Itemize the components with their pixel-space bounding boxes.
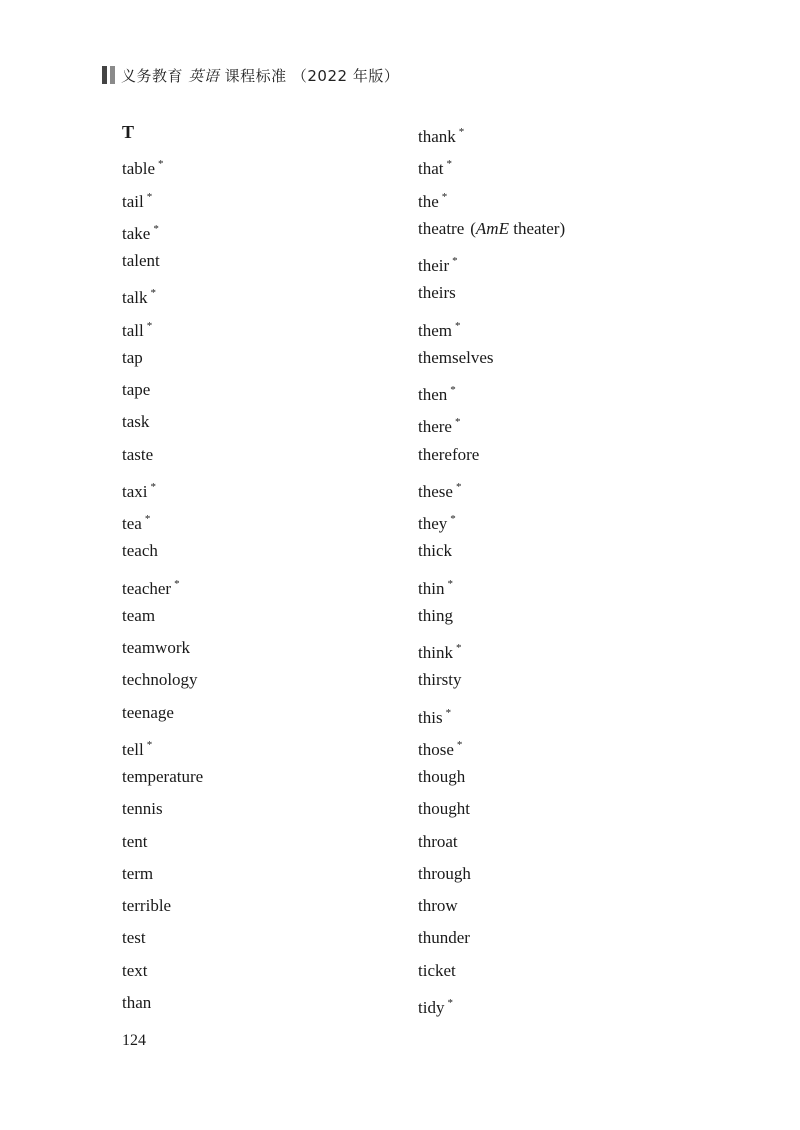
asterisk-marker: * bbox=[452, 255, 458, 267]
vocab-word: tidy bbox=[418, 997, 445, 1017]
vocab-entry bbox=[122, 987, 203, 1019]
vocab-entry bbox=[122, 277, 203, 309]
vocab-entry bbox=[418, 793, 565, 825]
vocab-entry bbox=[122, 439, 203, 471]
vocab-entry bbox=[122, 471, 203, 503]
vocab-word: therefore bbox=[418, 444, 480, 464]
vocab-entry bbox=[122, 890, 203, 922]
vocab-word: teach bbox=[122, 541, 158, 561]
vocab-entry bbox=[418, 761, 565, 793]
vocab-word: talk bbox=[122, 288, 148, 308]
vocab-entry bbox=[418, 503, 565, 535]
vocab-entry bbox=[418, 213, 565, 245]
vocab-entry bbox=[418, 826, 565, 858]
vocab-word: tape bbox=[122, 380, 151, 399]
vocab-entry bbox=[418, 890, 565, 922]
word-column-left bbox=[122, 116, 203, 1019]
vocab-word: table bbox=[122, 159, 156, 179]
vocab-entry bbox=[418, 116, 565, 148]
vocab-word: tennis bbox=[122, 799, 163, 819]
vocab-word: tea bbox=[122, 514, 142, 533]
vocab-entry bbox=[418, 664, 565, 696]
vocab-word: tap bbox=[122, 347, 143, 367]
vocab-word: tail bbox=[122, 191, 144, 211]
vocab-entry bbox=[122, 181, 203, 213]
vocab-word: teenage bbox=[122, 702, 174, 722]
vocab-entry bbox=[122, 858, 203, 890]
header-title-subject: 英语 bbox=[188, 66, 220, 85]
vocab-entry bbox=[418, 471, 565, 503]
vocab-entry bbox=[122, 406, 203, 438]
vocab-entry bbox=[418, 632, 565, 664]
header-title bbox=[121, 65, 399, 86]
vocab-word: thick bbox=[418, 541, 452, 561]
vocab-entry bbox=[122, 729, 203, 761]
header-bar-dark bbox=[102, 66, 107, 84]
vocab-entry bbox=[418, 987, 565, 1019]
header-bar-light bbox=[110, 66, 115, 84]
asterisk-marker: * bbox=[150, 480, 156, 493]
vocab-word: text bbox=[122, 960, 148, 980]
vocab-entry bbox=[122, 568, 203, 600]
vocab-word: ticket bbox=[418, 960, 456, 980]
asterisk-marker: * bbox=[174, 577, 180, 590]
vocab-entry bbox=[122, 697, 203, 729]
vocab-entry bbox=[122, 632, 203, 664]
vocab-word: though bbox=[418, 767, 466, 786]
vocab-word: thirsty bbox=[418, 670, 462, 690]
vocab-word: think bbox=[418, 643, 453, 662]
vocab-word: taxi bbox=[122, 481, 148, 501]
vocab-entry bbox=[418, 729, 565, 761]
asterisk-marker: * bbox=[153, 222, 159, 235]
vocab-entry bbox=[122, 955, 203, 987]
variant-note-region: AmE bbox=[475, 218, 509, 238]
asterisk-marker: * bbox=[458, 126, 465, 138]
vocab-word: that bbox=[418, 159, 444, 179]
vocab-entry bbox=[122, 245, 203, 277]
asterisk-marker: * bbox=[447, 577, 453, 590]
vocab-word: term bbox=[122, 863, 154, 883]
vocab-entry bbox=[122, 600, 203, 632]
vocab-entry bbox=[122, 148, 203, 180]
vocab-word: than bbox=[122, 992, 152, 1012]
vocab-entry bbox=[122, 503, 203, 535]
vocab-word: theirs bbox=[418, 283, 456, 303]
vocab-entry bbox=[418, 181, 565, 213]
header-bars-decoration bbox=[102, 66, 115, 84]
vocab-word: team bbox=[122, 605, 156, 625]
vocab-word: temperature bbox=[122, 767, 204, 786]
vocab-entry bbox=[418, 600, 565, 632]
header-title-part3: 课程标准 bbox=[224, 66, 287, 85]
asterisk-marker: * bbox=[447, 996, 453, 1009]
vocab-word: their bbox=[418, 256, 450, 275]
vocab-word: this bbox=[418, 707, 443, 727]
vocab-entry bbox=[418, 955, 565, 987]
vocab-entry bbox=[418, 342, 565, 374]
vocab-entry bbox=[122, 793, 203, 825]
running-header bbox=[102, 64, 399, 86]
asterisk-marker: * bbox=[450, 384, 456, 396]
vocab-entry bbox=[122, 535, 203, 567]
vocab-entry bbox=[418, 697, 565, 729]
asterisk-marker: * bbox=[456, 738, 463, 751]
vocab-word: the bbox=[418, 191, 439, 211]
asterisk-marker: * bbox=[144, 513, 151, 525]
vocab-word: tell bbox=[122, 739, 144, 759]
vocab-word: thin bbox=[418, 578, 445, 598]
asterisk-marker: * bbox=[455, 319, 461, 332]
vocab-entry bbox=[418, 568, 565, 600]
vocab-entry bbox=[122, 374, 203, 406]
vocab-entry bbox=[418, 858, 565, 890]
vocab-entry bbox=[122, 664, 203, 696]
asterisk-marker: * bbox=[446, 158, 452, 171]
asterisk-marker: * bbox=[450, 513, 456, 525]
asterisk-marker: * bbox=[455, 642, 462, 654]
vocab-word: tent bbox=[122, 831, 148, 851]
asterisk-marker: * bbox=[454, 416, 461, 429]
vocab-word: take bbox=[122, 223, 151, 243]
vocab-word: terrible bbox=[122, 896, 172, 915]
section-letter-heading: T bbox=[122, 122, 135, 142]
vocab-word: thought bbox=[418, 799, 470, 819]
vocab-entry bbox=[418, 535, 565, 567]
vocab-word: teamwork bbox=[122, 638, 190, 657]
asterisk-marker: * bbox=[150, 287, 156, 300]
vocab-word: them bbox=[418, 320, 452, 340]
vocab-entry bbox=[122, 826, 203, 858]
vocab-entry bbox=[122, 342, 203, 374]
vocab-word: throw bbox=[418, 896, 458, 915]
vocab-entry bbox=[122, 213, 203, 245]
vocab-word: taste bbox=[122, 444, 154, 464]
vocab-word: tall bbox=[122, 320, 144, 340]
vocab-entry bbox=[418, 310, 565, 342]
asterisk-marker: * bbox=[146, 319, 153, 332]
header-title-edition: （2022 年版） bbox=[291, 66, 400, 85]
vocab-word: thank bbox=[418, 127, 456, 146]
vocab-word: task bbox=[122, 412, 150, 432]
vocab-word: those bbox=[418, 739, 454, 759]
vocab-word: there bbox=[418, 417, 452, 437]
vocab-word: teacher bbox=[122, 578, 172, 598]
vocab-word: then bbox=[418, 385, 448, 404]
vocab-word: theatre bbox=[418, 218, 465, 238]
vocab-entry bbox=[418, 277, 565, 309]
asterisk-marker: * bbox=[146, 738, 153, 751]
vocab-entry bbox=[418, 922, 565, 954]
vocab-entry bbox=[418, 406, 565, 438]
vocab-entry bbox=[418, 374, 565, 406]
vocab-word: themselves bbox=[418, 347, 494, 367]
vocab-entry bbox=[418, 245, 565, 277]
vocab-entry bbox=[122, 310, 203, 342]
vocab-entry bbox=[122, 761, 203, 793]
vocab-entry bbox=[122, 922, 203, 954]
vocab-word: test bbox=[122, 928, 146, 948]
vocab-word: throat bbox=[418, 831, 458, 851]
page-number: 124 bbox=[122, 1032, 146, 1049]
asterisk-marker: * bbox=[441, 190, 448, 203]
vocab-word: technology bbox=[122, 670, 198, 690]
vocab-word: through bbox=[418, 863, 471, 883]
vocab-word: they bbox=[418, 514, 448, 533]
vocab-entry bbox=[418, 148, 565, 180]
vocab-word: thing bbox=[418, 605, 453, 625]
header-title-part1: 义务教育 bbox=[121, 66, 184, 85]
vocab-word: talent bbox=[122, 251, 160, 270]
asterisk-marker: * bbox=[146, 190, 153, 203]
vocab-word: thunder bbox=[418, 928, 470, 948]
vocab-entry bbox=[418, 439, 565, 471]
asterisk-marker: * bbox=[455, 480, 462, 493]
asterisk-marker: * bbox=[445, 706, 452, 719]
variant-note-open: ( bbox=[470, 218, 476, 238]
vocab-word: these bbox=[418, 481, 453, 501]
asterisk-marker: * bbox=[158, 158, 164, 171]
variant-note-text: theater) bbox=[508, 218, 566, 238]
word-column-right bbox=[418, 116, 565, 1019]
